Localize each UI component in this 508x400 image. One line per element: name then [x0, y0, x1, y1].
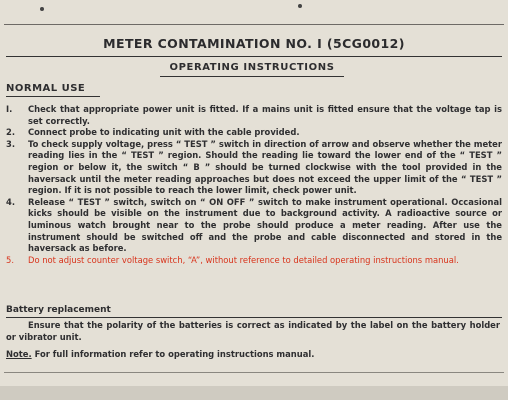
- screw-top-left: [40, 7, 44, 11]
- item-number: 5.: [6, 254, 14, 265]
- warning-item: [6, 255, 502, 267]
- note-text: For full information refer to operating instructions manual.: [34, 349, 315, 359]
- frame-top-line: [4, 24, 504, 25]
- section-heading: NORMAL USE: [6, 83, 86, 94]
- frame-bottom-line: [4, 372, 504, 373]
- title-rule: [6, 56, 502, 57]
- battery-heading: Battery replacement: [6, 305, 111, 315]
- item-text: To check supply voltage, press “ TEST ” switch in direction of arrow and observe whether the meter reading lies in the “ TEST ” region. Should the reading lie toward the lower end of the “ TEST ” region or below it, the switch “ B ” should be turned clockwise with the tool provided in the haversack until the meter reading approaches but does not exceed the upper limit of the “ TEST ” region. If it is not possible to reach the lower limit, check power unit.: [28, 138, 502, 196]
- item-number: I.: [6, 104, 13, 114]
- instruction-item: [6, 127, 502, 139]
- note-line: [6, 349, 500, 359]
- instruction-item: [6, 139, 502, 197]
- item-text: Connect probe to indicating unit with the cable provided.: [28, 127, 300, 138]
- plate-subtitle: OPERATING INSTRUCTIONS: [169, 62, 335, 73]
- battery-rule: [6, 317, 502, 318]
- item-number: 2.: [6, 127, 16, 138]
- instruction-item: [6, 197, 502, 255]
- item-text: Release “ TEST ” switch, switch on “ ON OFF ” switch to make instrument operational. Occasional kicks should be visible on the instrument due to background activity. A radioactive source or luminous watch brought near to the probe should produce a meter reading. After use the instrument should be switched off and the probe and cable disconnected and stored in the haversack as before.: [28, 196, 502, 254]
- instruction-list: [6, 104, 502, 266]
- plate-title: METER CONTAMINATION NO. I (5CG0012): [103, 36, 405, 51]
- screw-top-right: [298, 4, 302, 8]
- note-label: Note.: [6, 349, 32, 359]
- item-number: 4.: [6, 196, 16, 207]
- subtitle-underline: [160, 76, 344, 77]
- instruction-item: [6, 104, 502, 127]
- battery-text: Ensure that the polarity of the batteries is correct as indicated by the label on the battery holder or vibrator unit.: [6, 320, 500, 342]
- item-text: Check that appropriate power unit is fitted. If a mains unit is fitted ensure that the voltage tap is set correctly.: [28, 104, 502, 126]
- item-number: 3.: [6, 138, 16, 149]
- warning-text: Do not adjust counter voltage switch, “A”, without reference to detailed operating instructions manual.: [28, 254, 459, 265]
- section-underline: [6, 96, 100, 97]
